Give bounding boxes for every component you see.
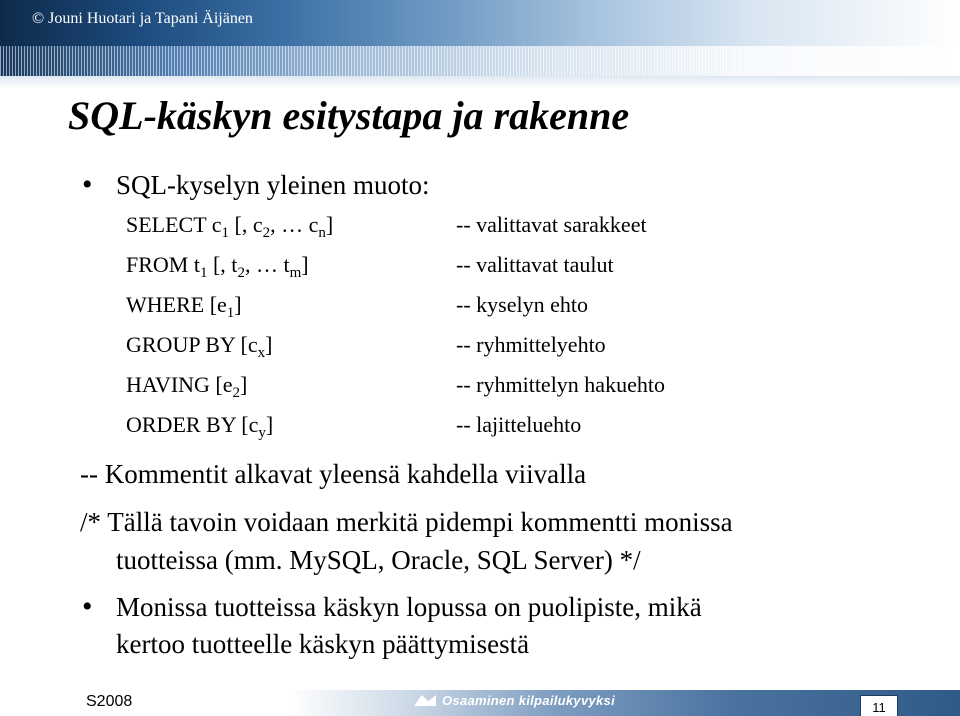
sql-text: ] (265, 332, 273, 357)
header-fade (0, 76, 960, 88)
sql-text: ] (265, 412, 274, 437)
sql-comment-order-by: -- lajitteluehto (456, 412, 582, 437)
sql-subscript: 2 (232, 385, 241, 401)
sql-comment-group-by: -- ryhmittelyehto (456, 332, 606, 357)
sql-subscript: 1 (221, 225, 230, 241)
comment-line-block-start: /* Tällä tavoin voidaan merkitä pidempi kommentti monissa (80, 507, 733, 537)
bullet-icon: • (82, 168, 93, 201)
sql-text: ] (325, 212, 334, 237)
sql-clause-select (126, 212, 334, 241)
sql-comment-from: -- valittavat taulut (456, 252, 614, 277)
sql-text: ] (240, 372, 248, 397)
sql-subscript: m (289, 265, 302, 281)
comment-line-block-end: tuotteissa (mm. MySQL, Oracle, SQL Server) */ (116, 545, 641, 575)
bullet-text-line-1: Monissa tuotteissa käskyn lopussa on puolipiste, mikä (116, 592, 702, 622)
sql-subscript: n (318, 225, 326, 241)
bullet-icon: • (82, 590, 93, 623)
sql-text: SELECT c (126, 212, 222, 237)
sql-comment-select: -- valittavat sarakkeet (456, 212, 647, 237)
sql-text: , … c (270, 212, 319, 237)
sql-subscript: x (257, 345, 266, 361)
sql-text: ORDER BY [c (126, 412, 259, 437)
sql-subscript: 2 (262, 225, 271, 241)
comment-line-dashes: -- Kommentit alkavat yleensä kahdella viivalla (80, 459, 587, 489)
sql-clause-order-by (126, 412, 274, 441)
sql-text: WHERE [e (126, 292, 227, 317)
footer-logo-text: Osaaminen kilpailukyvyksi (442, 693, 615, 708)
header-banner (0, 0, 960, 46)
sql-subscript: 2 (237, 265, 245, 281)
sql-text: ] (301, 252, 309, 277)
sql-subscript: y (258, 425, 266, 441)
sql-clause-where (126, 292, 242, 321)
copyright-text: © Jouni Huotari ja Tapani Äijänen (32, 10, 253, 27)
sql-text: [, c (229, 212, 263, 237)
sql-text: , … t (244, 252, 290, 277)
sql-clause-group-by (126, 332, 273, 361)
page-number-box (860, 695, 898, 716)
sql-text: FROM t (126, 252, 200, 277)
page-number: 11 (872, 700, 886, 715)
bullet-text: SQL-kyselyn yleinen muoto: (116, 170, 430, 200)
sql-clause-having (126, 372, 248, 401)
sql-subscript: 1 (226, 305, 235, 321)
sql-text: [, t (207, 252, 238, 277)
sql-text: ] (234, 292, 242, 317)
sql-subscript: 1 (199, 265, 208, 281)
sql-text: GROUP BY [c (126, 332, 258, 357)
sql-comment-where: -- kyselyn ehto (456, 292, 588, 317)
bullet-text-line-2: kertoo tuotteelle käskyn päättymisestä (116, 629, 530, 659)
header-pattern-band (0, 46, 960, 76)
sql-clause-from (126, 252, 309, 281)
sql-text: HAVING [e (126, 372, 233, 397)
slide-title: SQL-käskyn esitystapa ja rakenne (68, 93, 630, 138)
sql-comment-having: -- ryhmittelyn hakuehto (456, 372, 665, 397)
logo-mark-icon (414, 695, 436, 706)
footer-logo (414, 693, 615, 708)
footer-year: S2008 (86, 693, 133, 710)
